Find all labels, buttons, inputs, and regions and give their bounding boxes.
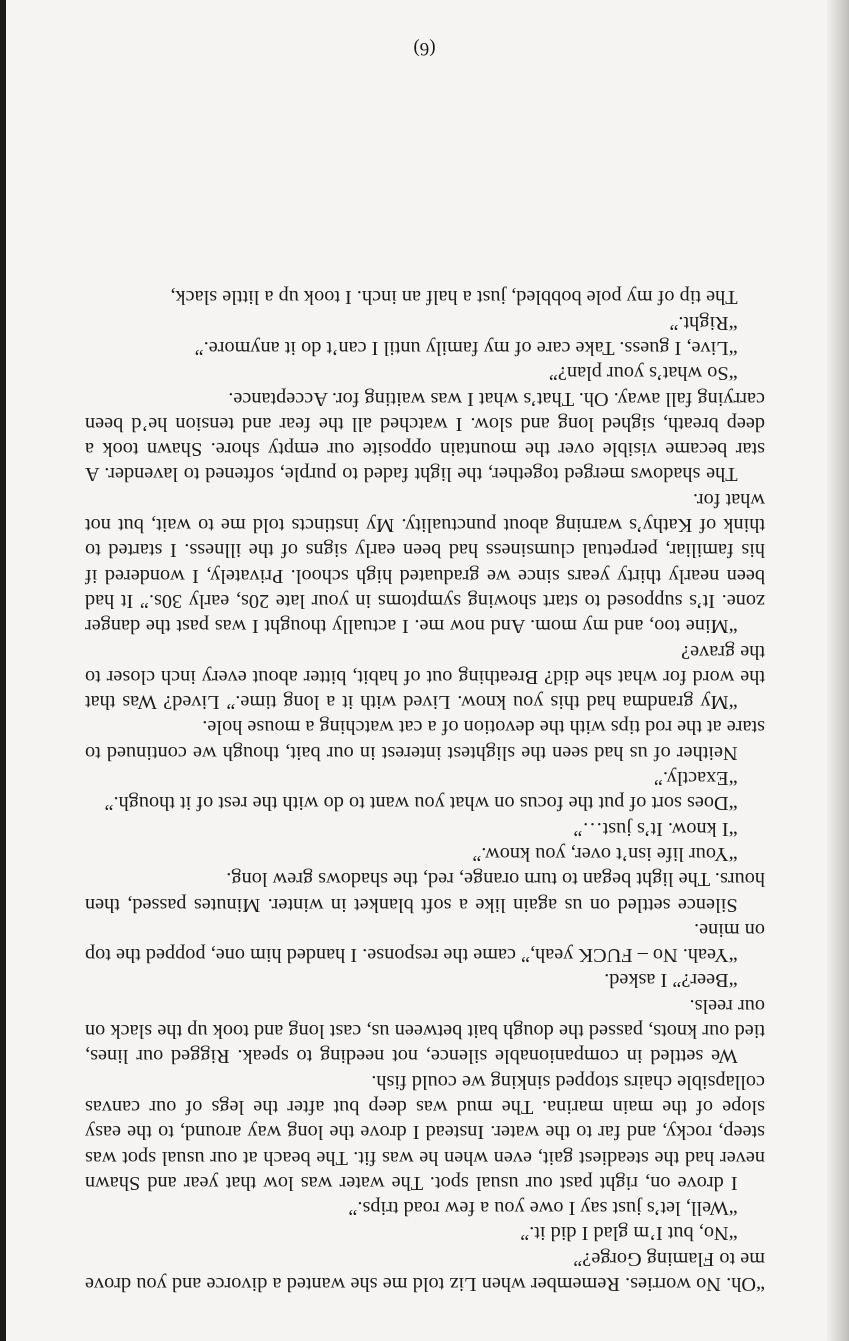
paragraph: “Yeah. No – FUCK yeah,” came the response. I handed him one, popped the top on mine. [85, 918, 765, 967]
paragraph: Silence settled on us again like a soft blanket in winter. Minutes passed, then hours. The light began to turn orange, red, the shadows grew long. [85, 868, 765, 916]
paragraph: “Your life isn’t over, you know.” [472, 842, 738, 865]
paragraph: “Well, let’s just say I owe you a few road trips.” [348, 1197, 738, 1220]
paragraph: “Beer?” I asked. [604, 969, 738, 992]
paragraph: I drove on, right past our usual spot. The water was low that year and Shawn never had the steadiest gait, even when he was fit. The beach at our usual spot was steep, rocky, and far to the water. Instead I drove the long way around, to the easy slope of the main marina. The mud was deep but after the legs of our canvas collapsible chairs stopped sinking we could fish. [85, 1070, 765, 1194]
paragraph: “Mine too, and my mom. And now me. I actually thought I was past the danger zone. It’s supposed to start showing symptoms in your late 20s, early 30s.” It had been nearly thirty years since we graduated high school. Privately, I wondered if his familiar, perpetual clumsiness had been early signs of the illness. I started to think of Kathy’s warning about punctuality. My instincts told me to wait, but not what for. [85, 488, 765, 638]
paragraph: The shadows merged together, the light faded to purple, softened to lavender. A star became visible over the mountain opposite our empty shore. Shawn took a deep breath, sighed long and slow. I watched all the fear and tension he’d been carrying fall away. Oh. That’s what I was waiting for. Acceptance. [85, 387, 765, 486]
paragraph: “Live, I guess. Take care of my family until I can’t do it anymore.” [194, 337, 738, 360]
paragraph: We settled in companionable silence, not needing to speak. Rigged our lines, tied our knots, passed the dough bait between us, cast long and took up the slack on our reels. [85, 994, 765, 1068]
paragraph: Neither of us had seen the slightest interest in our bait, though we continued to stare at the rod tips with the devotion of a cat watching a mouse hole. [85, 716, 765, 764]
paragraph: “Does sort of put the focus on what you want to do with the rest of it though.” [104, 792, 738, 815]
paragraph: “Right.” [669, 311, 738, 334]
paragraph: “No, but I’m glad I did it.” [520, 1222, 738, 1245]
paragraph: “So what’s your plan?” [548, 362, 738, 385]
body-text [85, 284, 765, 1296]
paragraph: “My grandma had this you know. Lived with it a long time.” Lived? Was that the word for what she did? Breathing out of habit, bitter about every inch closer to the grave? [85, 640, 765, 714]
paragraph: “I know. It’s just…” [573, 817, 738, 840]
paragraph: “Oh. No worries. Remember when Liz told me she wanted a divorce and you drove me to Flaming Gorge?” [85, 1247, 765, 1295]
page-number: (6) [413, 38, 436, 59]
paragraph: The tip of my pole bobbled, just a half an inch. I took up a little slack, [170, 286, 738, 309]
paragraph: “Exactly.” [653, 767, 738, 790]
